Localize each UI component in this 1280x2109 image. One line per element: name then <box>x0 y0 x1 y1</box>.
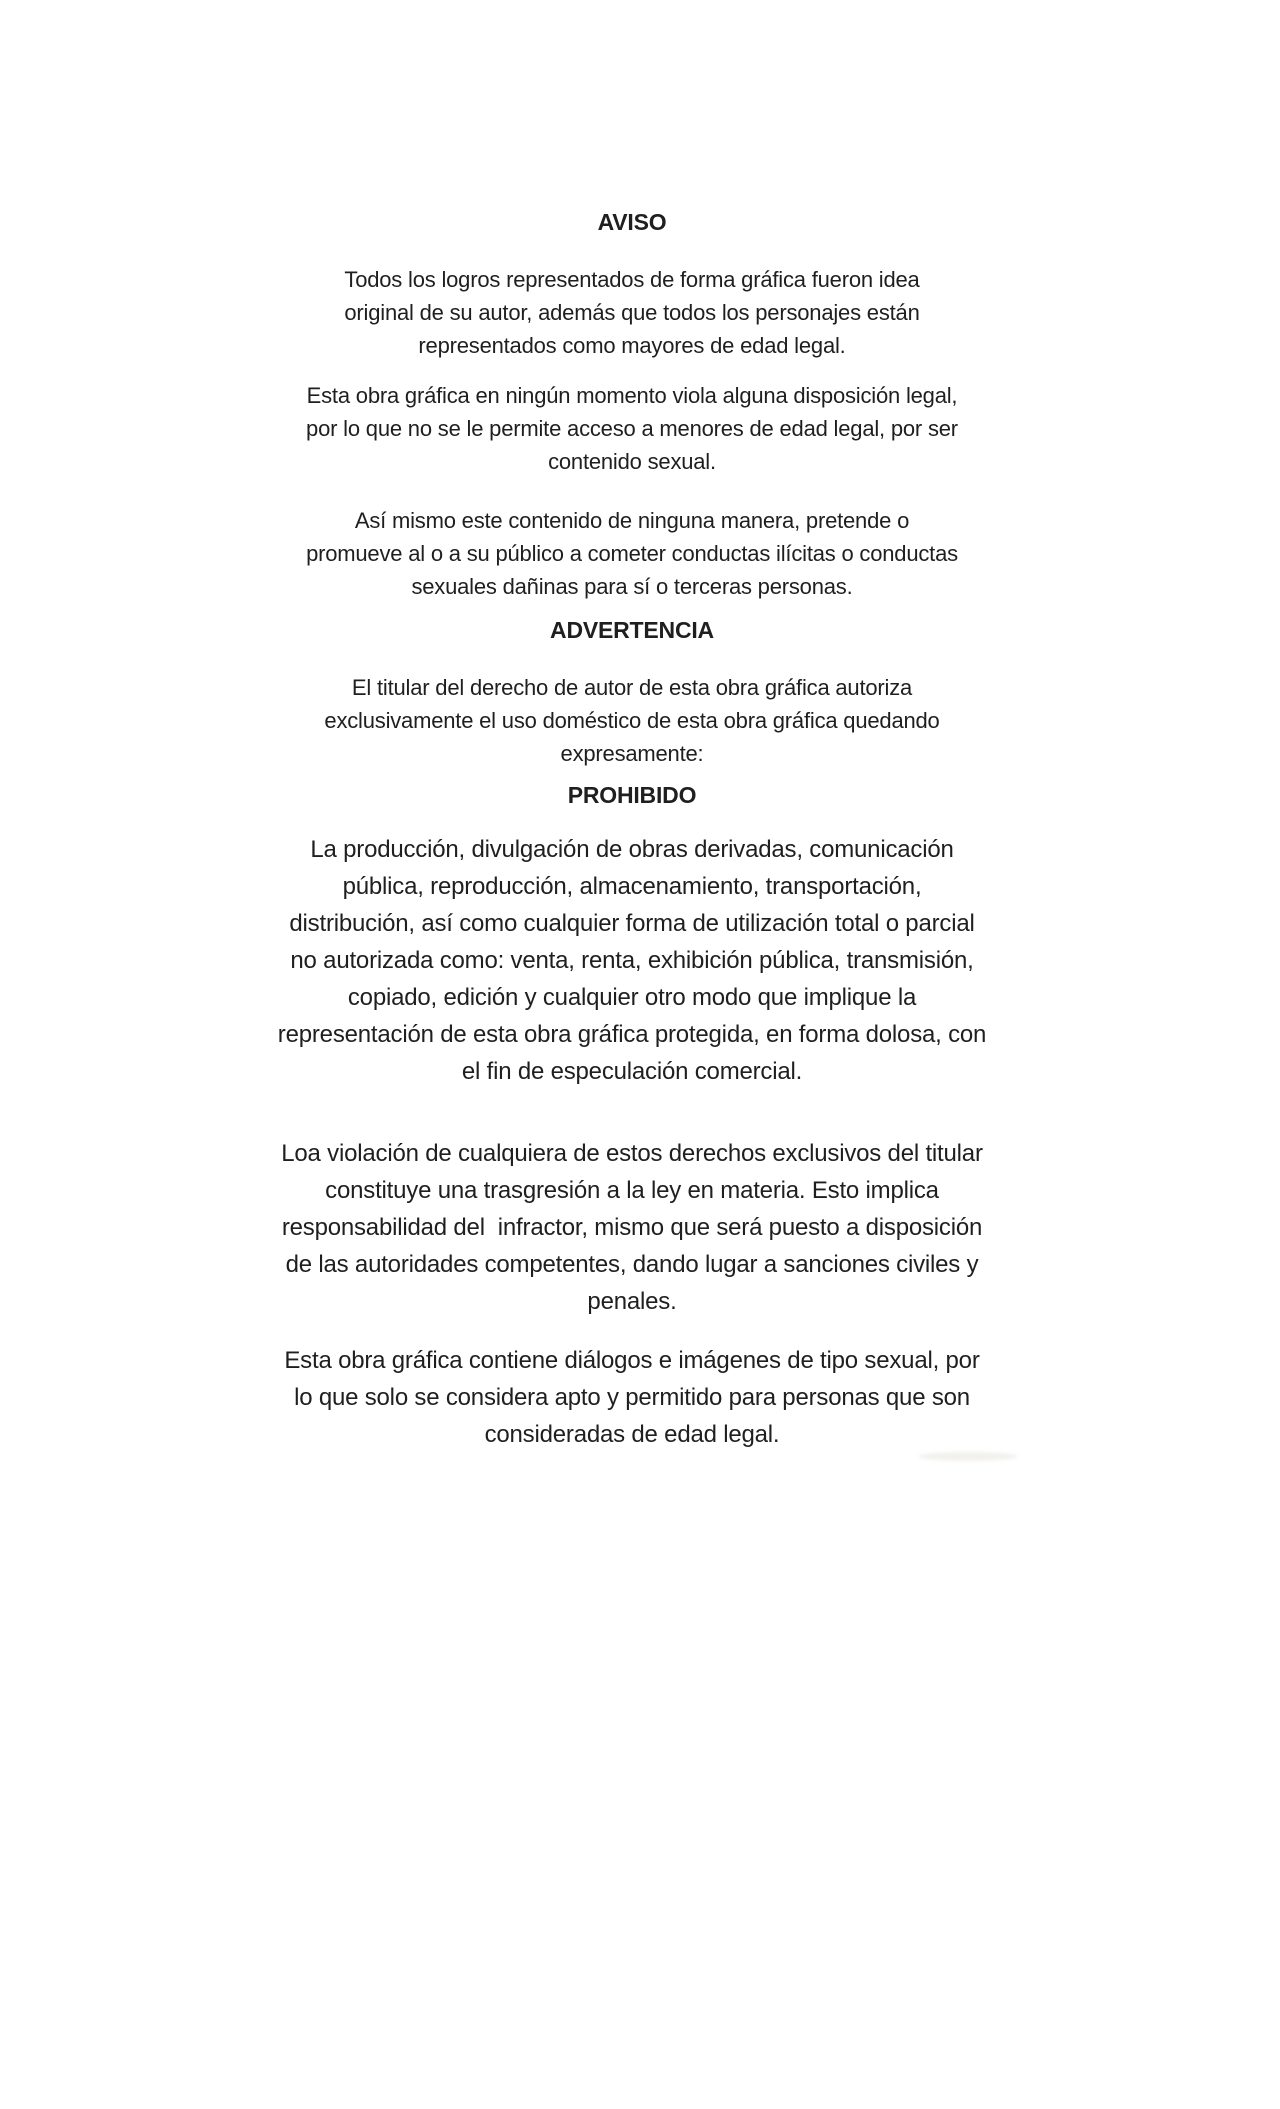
aviso-paragraph-1 <box>222 263 1042 362</box>
aviso-paragraph-3 <box>222 504 1042 603</box>
text-line: por lo que no se le permite acceso a menores de edad legal, por ser <box>306 416 958 441</box>
text-line: Así mismo este contenido de ninguna manera, pretende o <box>354 508 910 533</box>
text-line: lo que solo se considera apto y permitido para personas que son <box>294 1384 970 1411</box>
legal-notice-column <box>222 0 1042 1453</box>
text-line: copiado, edición y cualquier otro modo que implique la <box>347 984 917 1011</box>
text-line: de las autoridades competentes, dando lugar a sanciones civiles y <box>285 1251 979 1278</box>
scan-artifact-smudge <box>918 1452 1018 1461</box>
aviso-heading: AVISO <box>597 209 667 235</box>
text-line: representación de esta obra gráfica protegida, en forma dolosa, con <box>277 1021 987 1048</box>
text-line: exclusivamente el uso doméstico de esta obra gráfica quedando <box>324 708 940 733</box>
text-line: sexuales dañinas para sí o terceras personas. <box>411 574 853 599</box>
text-line: penales. <box>587 1288 677 1315</box>
text-line: Esta obra gráfica en ningún momento viola alguna disposición legal, <box>306 383 958 408</box>
text-line: consideradas de edad legal. <box>484 1421 780 1448</box>
text-line: promueve al o a su público a cometer conductas ilícitas o conductas <box>306 541 958 566</box>
text-line: representados como mayores de edad legal. <box>418 333 846 358</box>
text-line: original de su autor, además que todos los personajes están <box>344 300 920 325</box>
text-line: distribución, así como cualquier forma de utilización total o parcial <box>289 910 975 937</box>
text-line: La producción, divulgación de obras derivadas, comunicación <box>310 836 954 863</box>
prohibido-heading: PROHIBIDO <box>567 782 697 808</box>
text-line: El titular del derecho de autor de esta obra gráfica autoriza <box>351 675 913 700</box>
text-line: expresamente: <box>560 741 704 766</box>
prohibido-paragraph-1 <box>222 831 1042 1090</box>
aviso-paragraph-2 <box>222 379 1042 478</box>
text-line: el fin de especulación comercial. <box>461 1058 803 1085</box>
text-line: contenido sexual. <box>548 449 716 474</box>
prohibido-paragraph-2 <box>222 1135 1042 1320</box>
text-line: constituye una trasgresión a la ley en materia. Esto implica <box>325 1177 939 1204</box>
text-line: Todos los logros representados de forma gráfica fueron idea <box>344 267 920 292</box>
advertencia-paragraph-1 <box>222 671 1042 770</box>
prohibido-paragraph-3 <box>222 1342 1042 1453</box>
advertencia-heading: ADVERTENCIA <box>550 617 714 643</box>
text-line: Loa violación de cualquiera de estos derechos exclusivos del titular <box>281 1140 983 1167</box>
text-line: pública, reproducción, almacenamiento, transportación, <box>342 873 922 900</box>
text-line: responsabilidad del infractor, mismo que será puesto a disposición <box>281 1214 983 1241</box>
text-line: Esta obra gráfica contiene diálogos e imágenes de tipo sexual, por <box>284 1347 980 1374</box>
text-line: no autorizada como: venta, renta, exhibición pública, transmisión, <box>290 947 974 974</box>
